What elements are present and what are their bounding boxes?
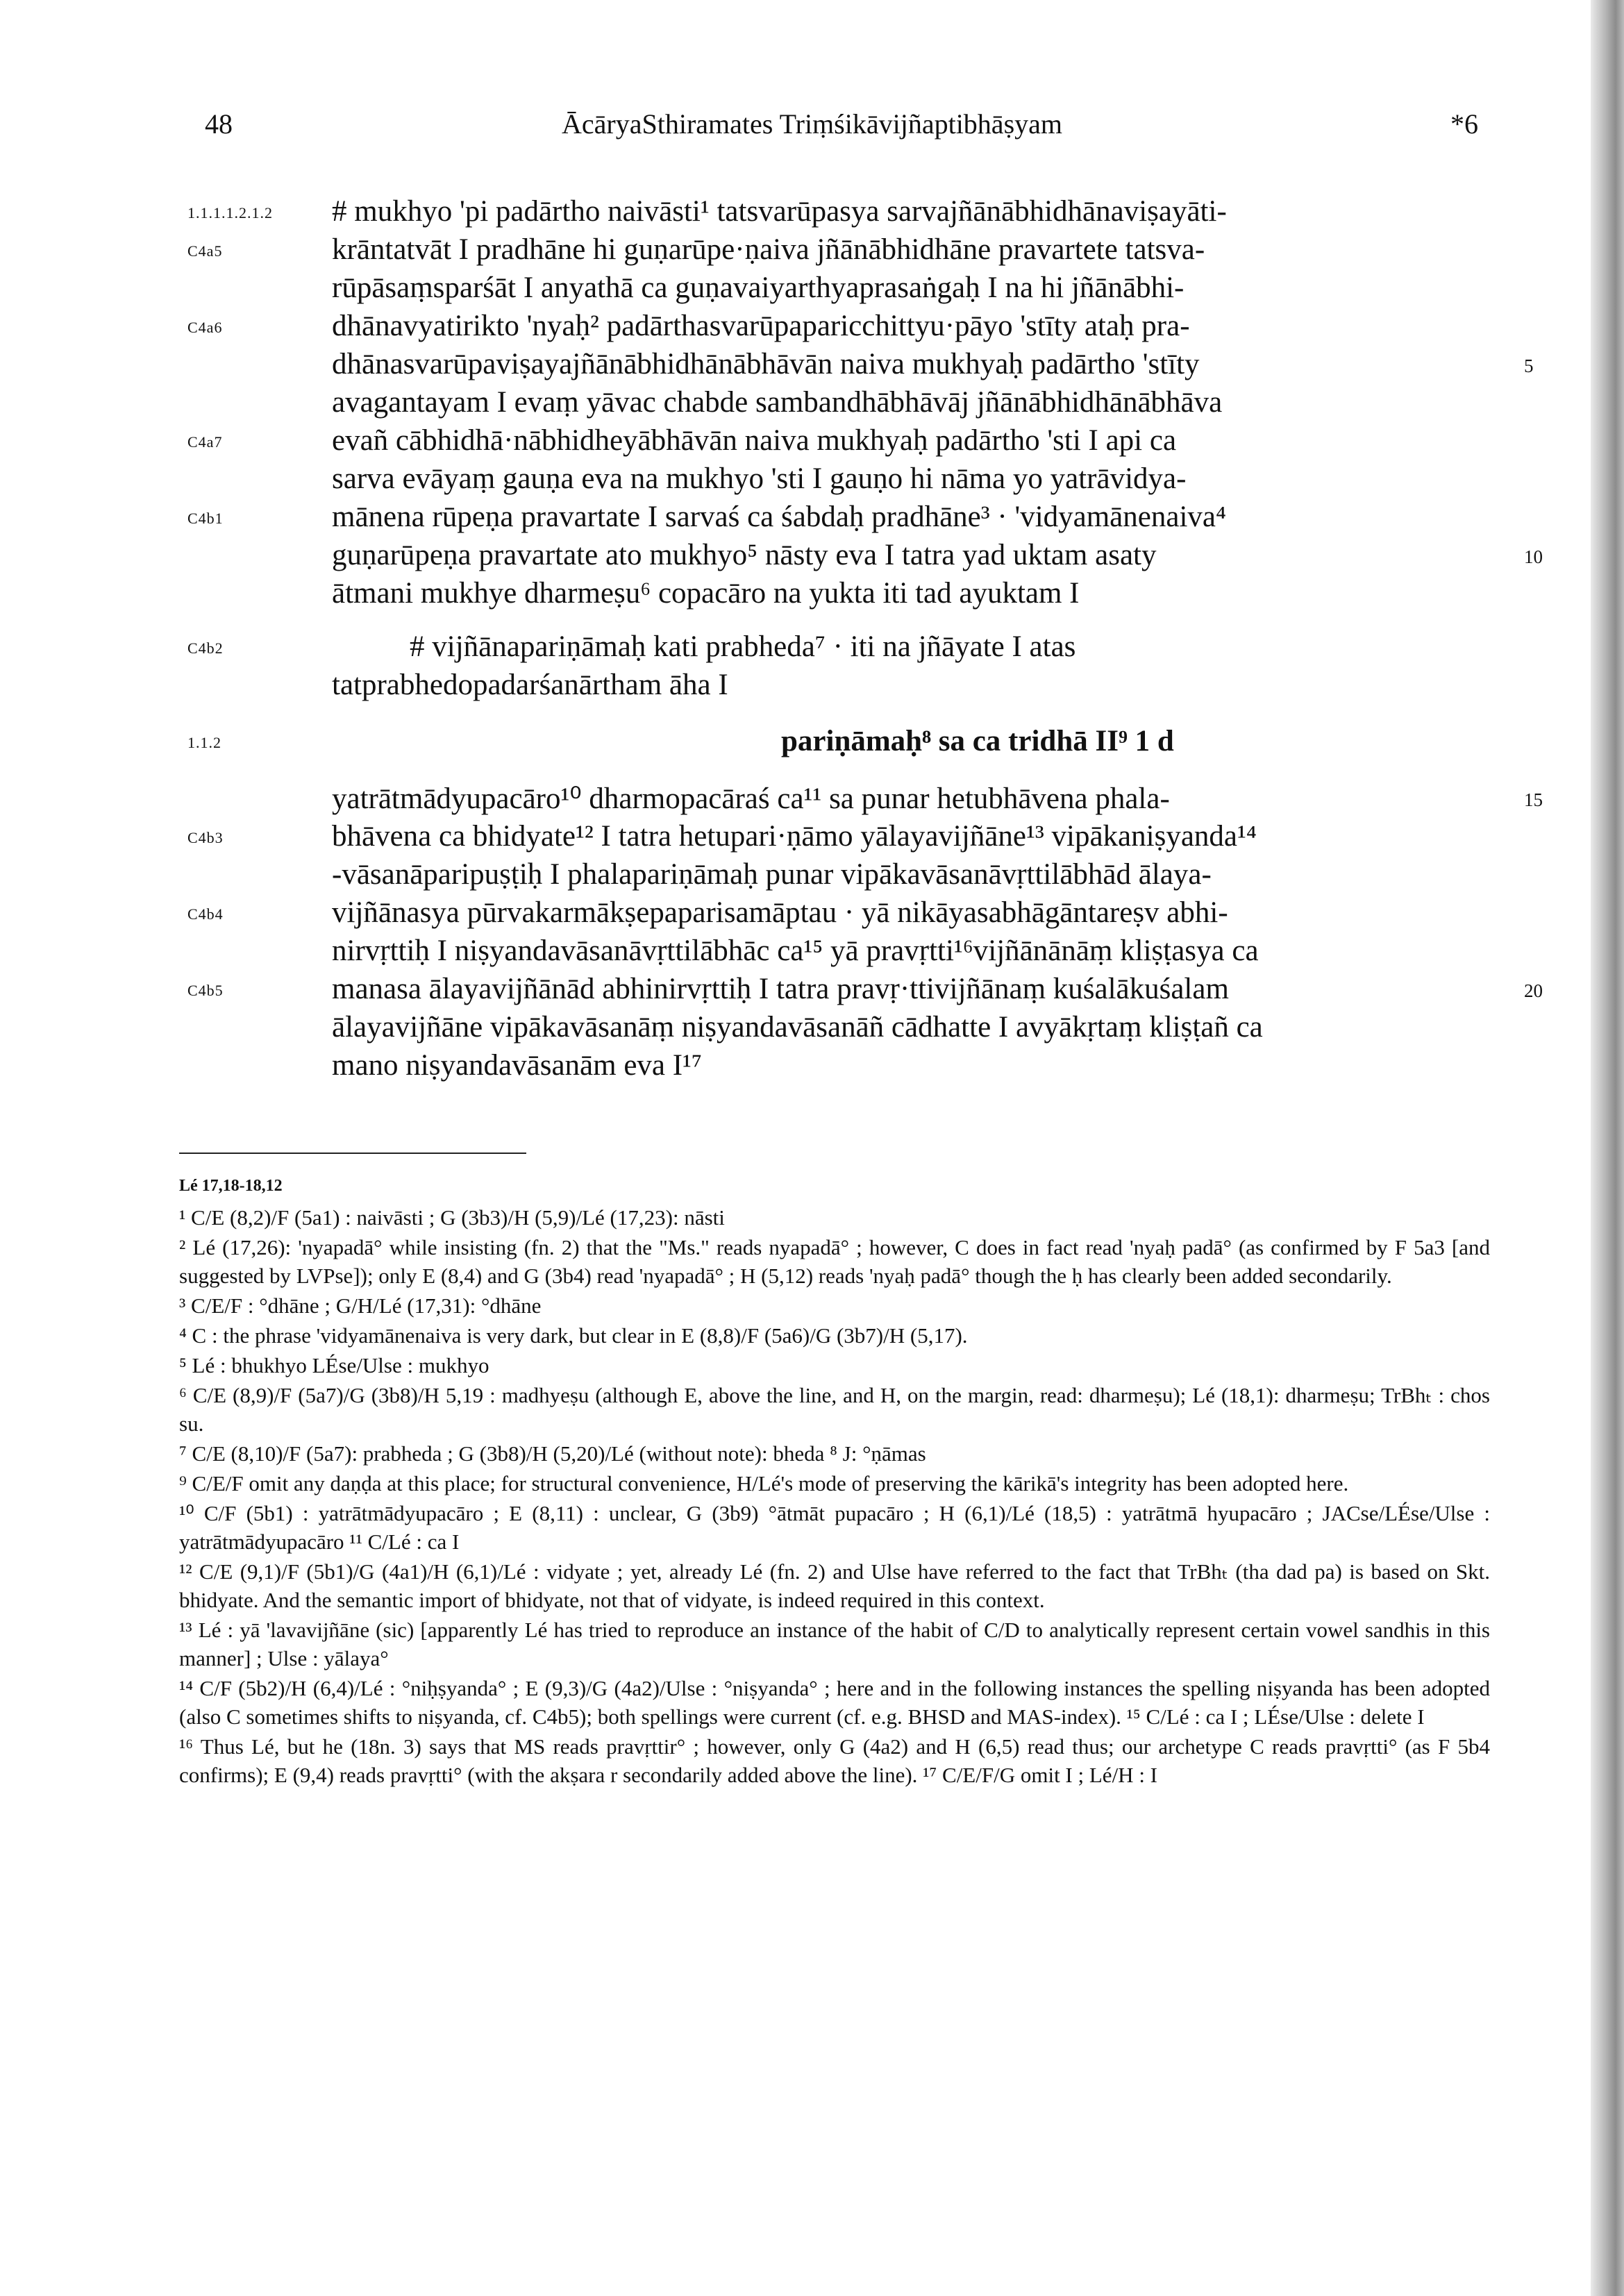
footnote: ⁹ C/E/F omit any daṇḍa at this place; for structural convenience, H/Lé's mode of preserving the kārikā's integrity has been adopted here. [179,1471,1349,1495]
text-line [0,1048,1624,1087]
line-text: mānena rūpeṇa pravartate I sarvaś ca śabdaḥ pradhāne³ · 'vidyamānenaiva⁴ [332,501,1226,533]
text-line [0,462,1624,500]
footnote: ² Lé (17,26): 'nyapadā° while insisting (fn. 2) that the "Ms." reads nyapadā° ; however, C does in fact read 'nyaḥ padā° (as confirmed by F 5a3 [and suggested by LVPse]); only E (8,4) and G (3b4) read 'nyapadā° ; H (5,12) reads 'nyaḥ padā° though the ḥ has clearly been added secondarily. [179,1235,1490,1288]
footnote: ¹ C/E (8,2)/F (5a1) : naivāsti ; G (3b3)/H (5,9)/Lé (17,23): nāsti [179,1205,725,1230]
manuscript-reference: C4a7 [187,433,223,451]
text-line [0,630,1624,668]
text-line [0,309,1624,347]
text-line [0,347,1624,385]
text-line [0,271,1624,309]
main-text [0,194,1624,1087]
manuscript-reference: C4a5 [187,242,223,260]
manuscript-reference: C4b3 [187,829,224,846]
line-text: nirvṛttiḥ I niṣyandavāsanāvṛttilābhāc ca¹⁵ yā pravṛtti¹⁶vijñānānāṃ kliṣṭasya ca [332,935,1259,967]
running-title: ĀcāryaSthiramates Triṃśikāvijñaptibhāṣyam [562,108,1062,140]
text-line [0,385,1624,424]
manuscript-reference: C4b2 [187,639,224,657]
footnote: ¹⁶ Thus Lé, but he (18n. 3) says that MS reads pravṛttir° ; however, only G (4a2) and H (6,5) read thus; our archetype C reads pravṛtti° (as F 5b4 confirms); E (9,4) reads pravṛtti° (with the akṣara r secondarily added above the line). ¹⁷ C/E/F/G omit I ; Lé/H : I [179,1734,1490,1787]
text-line [0,576,1624,614]
text-line [0,896,1624,934]
text-line [0,500,1624,538]
footnote: ¹² C/E (9,1)/F (5b1)/G (4a1)/H (6,1)/Lé : vidyate ; yet, already Lé (fn. 2) and Ulse have referred to the fact that TrBhₜ (tha dad pa) is based on Skt. bhidyate. And the semantic import of bhidyate, not that of vidyate, is indeed required in this context. [179,1559,1490,1612]
line-text: -vāsanāparipuṣṭiḥ I phalapariṇāmaḥ punar vipākavāsanāvṛttilābhād ālaya- [332,858,1212,891]
line-text: dhānavyatirikto 'nyaḥ² padārthasvarūpaparicchittyu·pāyo 'stīty ataḥ pra- [332,310,1190,342]
line-text: vijñānasya pūrvakarmākṣepaparisamāptau · yā nikāyasabhāgāntareṣv abhi- [332,896,1228,929]
manuscript-reference: C4b4 [187,905,224,923]
line-text: ālayavijñāne vipākavāsanāṃ niṣyandavāsanāñ cādhatte I avyākṛtaṃ kliṣṭañ ca [332,1011,1263,1044]
line-number: 15 [1524,789,1543,810]
text-line [0,1010,1624,1048]
footnote-header: Lé 17,18-18,12 [179,1177,283,1195]
text-line [0,424,1624,462]
text-line [0,194,1624,233]
line-text: # vijñānapariṇāmaḥ kati prabheda⁷ · iti na jñāyate I atas [410,630,1076,663]
line-text: rūpāsaṃsparśāt I anyathā ca guṇavaiyarthyaprasaṅgaḥ I na hi jñānābhi- [332,271,1184,304]
text-line [0,724,1624,766]
line-text: mano niṣyandavāsanām eva I¹⁷ [332,1049,702,1082]
footnote: ⁷ C/E (8,10)/F (5a7): prabheda ; G (3b8)/H (5,20)/Lé (without note): bheda ⁸ J: °ṇāmas [179,1441,926,1466]
footnotes [179,1172,1490,1789]
text-line [0,934,1624,972]
text-line [0,972,1624,1010]
text-line [0,781,1624,819]
line-text: # mukhyo 'pi padārtho naivāsti¹ tatsvarūpasya sarvajñānābhidhānaviṣayāti- [332,195,1227,228]
footnote-rule [179,1153,526,1154]
footnote: ¹³ Lé : yā 'lavavijñāne (sic) [apparently Lé has tried to reproduce an instance of the habit of C/D to analytically represent certain vowel sandhis in this manner] ; Ulse : yālaya° [179,1618,1490,1670]
line-text: manasa ālayavijñānād abhinirvṛttiḥ I tatra pravṛ·ttivijñānaṃ kuśalākuśalam [332,973,1229,1005]
text-line [0,857,1624,896]
footnote: ⁴ C : the phrase 'vidyamānenaiva is very dark, but clear in E (8,8)/F (5a6)/G (3b7)/H (5,17). [179,1323,968,1348]
manuscript-reference: 1.1.2 [187,734,221,751]
footnote: ⁶ C/E (8,9)/F (5a7)/G (3b8)/H 5,19 : madhyeṣu (although E, above the line, and H, on the margin, read: dharmeṣu); Lé (18,1): dharmeṣu; TrBhₜ : chos su. [179,1383,1490,1436]
footnote: ⁵ Lé : bhukhyo LÉse/Ulse : mukhyo [179,1353,489,1377]
footnote: ¹⁴ C/F (5b2)/H (6,4)/Lé : °niḥṣyanda° ; E (9,3)/G (4a2)/Ulse : °niṣyanda° ; here and in the following instances the spelling niṣyanda has been adopted (also C sometimes shifts to niṣyanda, cf. C4b5); both spellings were current (cf. e.g. BHSD and MAS-index). ¹⁵ C/Lé : ca I ; LÉse/Ulse : delete I [179,1676,1490,1729]
line-text: pariṇāmaḥ⁸ sa ca tridhā II⁹ 1 d [781,725,1174,757]
line-text: sarva evāyaṃ gauṇa eva na mukhyo 'sti I gauṇo hi nāma yo yatrāvidya- [332,462,1187,495]
footnote: ¹⁰ C/F (5b1) : yatrātmādyupacāro ; E (8,11) : unclear, G (3b9) °ātmāt pupacāro ; H (6,1)/Lé (18,5) : yatrātmā hyupacāro ; JACse/LÉse/Ulse : yatrātmādyupacāro ¹¹ C/Lé : ca I [179,1501,1490,1554]
manuscript-reference: C4b5 [187,982,224,999]
footnote: ³ C/E/F : °dhāne ; G/H/Lé (17,31): °dhāne [179,1293,542,1318]
line-number: 5 [1524,355,1534,376]
manuscript-reference: 1.1.1.1.2.1.2 [187,204,273,221]
manuscript-reference: C4b1 [187,510,224,527]
line-text: bhāvena ca bhidyate¹² I tatra hetupari·ṇāmo yālayavijñāne¹³ vipākaniṣyanda¹⁴ [332,820,1257,853]
running-header [0,108,1624,149]
text-line [0,538,1624,576]
section-mark: *6 [1450,108,1478,140]
line-text: yatrātmādyupacāro¹⁰ dharmopacāraś ca¹¹ sa punar hetubhāvena phala- [332,782,1170,815]
text-line [0,819,1624,857]
line-text: ātmani mukhye dharmeṣu⁶ copacāro na yukta iti tad ayuktam I [332,577,1080,610]
manuscript-reference: C4a6 [187,319,223,336]
line-text: evañ cābhidhā·nābhidheyābhāvān naiva mukhyaḥ padārtho 'sti I api ca [332,424,1177,457]
line-text: avagantayam I evaṃ yāvac chabde sambandhābhāvāj jñānābhidhānābhāva [332,386,1223,419]
line-number: 20 [1524,980,1543,1001]
text-line [0,233,1624,271]
line-text: dhānasvarūpaviṣayajñānābhidhānābhāvān naiva mukhyaḥ padārtho 'stīty [332,348,1200,380]
line-text: guṇarūpeṇa pravartate ato mukhyo⁵ nāsty eva I tatra yad uktam asaty [332,539,1157,571]
line-text: tatprabhedopadarśanārtham āha I [332,669,728,701]
page-number: 48 [205,108,233,140]
line-number: 10 [1524,546,1543,567]
text-line [0,668,1624,706]
line-text: krāntatvāt I pradhāne hi guṇarūpe·ṇaiva jñānābhidhāne pravartete tatsva- [332,233,1205,266]
